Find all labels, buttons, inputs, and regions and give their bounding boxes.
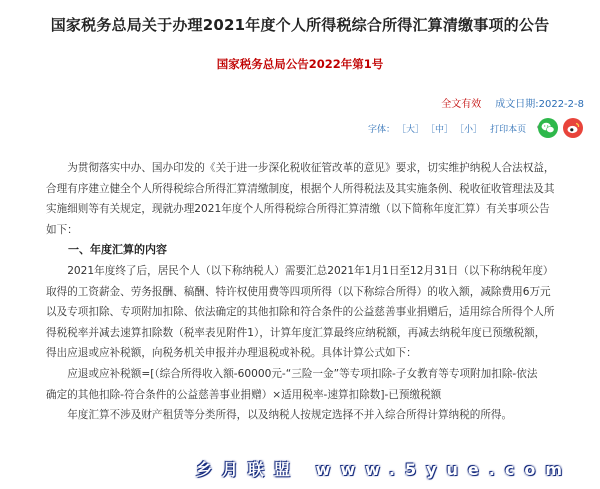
paragraph-line: 得出应退或应补税额，向税务机关申报并办理退税或补税。具体计算公式如下： xyxy=(46,347,417,360)
paragraph: 2021年度终了后，居民个人（以下称纳税人）需要汇总2021年1月1日至12月31日（以下称纳税年度） xyxy=(67,264,554,277)
paragraph-line: 合理有序建立健全个人所得税综合所得汇算清缴制度，根据个人所得税法及其实施条例、税收征收管理法及其 xyxy=(46,182,555,195)
document-number: 国家税务总局公告2022年第1号 xyxy=(216,57,384,71)
font-size-label: 字体： xyxy=(368,124,396,135)
article-meta xyxy=(441,95,584,110)
paragraph-line: 实施细则等有关规定，现就办理2021年度个人所得税综合所得汇算清缴（以下简称年度汇算）有关事项公告 xyxy=(46,203,550,216)
section-heading: 一、年度汇算的内容 xyxy=(68,243,167,257)
print-page-link[interactable]: 打印本页 xyxy=(490,124,527,135)
wechat-icon[interactable] xyxy=(538,118,558,138)
weibo-icon[interactable] xyxy=(563,118,583,138)
paragraph-line: 以及专项扣除、专项附加扣除、依法确定的其他扣除和符合条件的公益慈善事业捐赠后，适用综合所得个人所 xyxy=(46,306,555,319)
font-small-link[interactable]: ［小］ xyxy=(455,124,483,135)
watermark: 乡月联盟 www.5yue.com xyxy=(196,460,573,479)
paragraph-line: 如下： xyxy=(46,223,78,236)
paragraph-line: 确定的其他扣除-符合条件的公益慈善事业捐赠）×适用税率-速算扣除数]-已预缴税额 xyxy=(46,388,442,401)
paragraph-line: 得税税率并减去速算扣除数（税率表见附件1），计算年度汇算最终应纳税额，再减去纳税年度已预缴税额， xyxy=(46,326,546,339)
font-medium-link[interactable]: ［中］ xyxy=(426,124,454,135)
formula-paragraph: 应退或应补税额=[（综合所得收入额-60000元-“三险一金”等专项扣除-子女教育等专项附加扣除-依法 xyxy=(67,367,538,380)
font-large-link[interactable]: ［大］ xyxy=(397,124,425,135)
article-body xyxy=(46,158,586,426)
article-toolbar xyxy=(368,118,588,138)
page-title: 国家税务总局关于办理2021年度个人所得税综合所得汇算清缴事项的公告 xyxy=(50,16,550,34)
publish-date: 成文日期:2022-2-8 xyxy=(495,99,584,110)
paragraph: 为贯彻落实中办、国办印发的《关于进一步深化税收征管改革的意见》要求，切实维护纳税人合法权益， xyxy=(67,162,555,174)
validity-status: 全文有效 xyxy=(441,99,482,110)
paragraph: 年度汇算不涉及财产租赁等分类所得，以及纳税人按规定选择不并入综合所得计算纳税的所得。 xyxy=(67,409,513,422)
paragraph-line: 取得的工资薪金、劳务报酬、稿酬、特许权使用费等四项所得（以下称综合所得）的收入额，减除费用6万元 xyxy=(46,285,551,298)
